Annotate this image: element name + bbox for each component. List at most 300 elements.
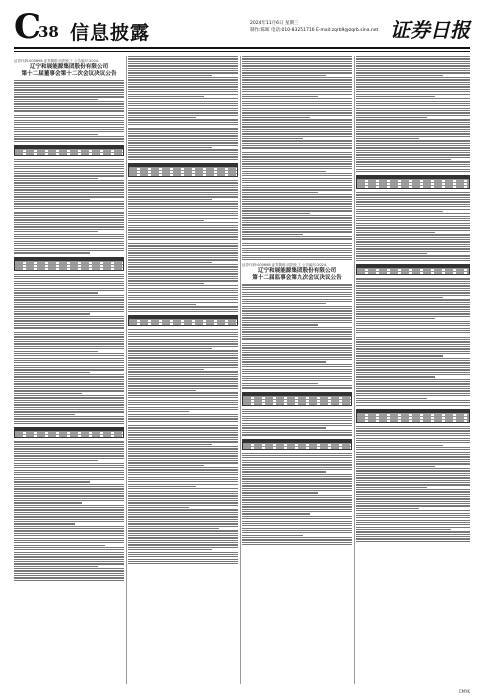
text-line <box>242 56 352 57</box>
text-line <box>14 573 124 574</box>
text-line <box>14 304 124 305</box>
text-line <box>242 485 352 486</box>
text-line <box>128 460 238 461</box>
text-line <box>128 227 238 228</box>
text-line <box>128 432 238 433</box>
text-line <box>356 216 470 217</box>
text-line <box>128 469 238 470</box>
text-line <box>14 441 124 442</box>
table-row <box>15 434 123 437</box>
text-line <box>356 288 470 289</box>
text-line <box>128 203 238 204</box>
text-line <box>14 559 124 560</box>
text-line <box>242 105 352 106</box>
text-line <box>356 321 470 322</box>
text-line <box>128 329 238 330</box>
text-line <box>128 507 189 508</box>
text-line <box>242 352 352 353</box>
text-line <box>242 140 352 141</box>
text-line <box>14 512 124 513</box>
header-meta <box>250 20 378 34</box>
text-line <box>242 492 318 493</box>
text-line <box>356 246 470 247</box>
text-line <box>14 222 124 223</box>
text-line <box>242 101 352 102</box>
text-line <box>242 523 352 524</box>
text-line <box>356 237 470 238</box>
contact-line: 制作:陈晖 电话:010-83251716 E-mail:zqrb9@zqrb.sina.net <box>250 28 379 33</box>
text-line <box>242 322 352 323</box>
text-line <box>242 544 352 545</box>
text-line <box>356 520 470 521</box>
data-table <box>128 315 238 326</box>
text-line <box>356 353 470 354</box>
text-line <box>356 258 470 259</box>
text-line <box>242 357 352 358</box>
text-line <box>14 358 124 359</box>
text-line <box>14 175 124 176</box>
text-line <box>128 509 238 510</box>
text-line <box>128 498 238 499</box>
text-line <box>128 439 238 440</box>
text-line <box>128 75 212 76</box>
text-line <box>356 503 470 504</box>
text-line <box>128 556 238 557</box>
text-line <box>128 559 238 560</box>
text-line <box>242 115 352 116</box>
text-line <box>14 498 124 499</box>
text-line <box>128 552 238 553</box>
text-line <box>14 82 124 83</box>
notice-code-line: 证券代码:000698 证券简称:沈阳化工 公告编号:2024- <box>14 59 100 63</box>
text-line <box>356 381 470 382</box>
notice-company: 辽宁和展能源集团股份有限公司 <box>257 268 337 275</box>
text-line <box>242 310 352 311</box>
text-line <box>242 192 318 193</box>
text-line <box>14 453 124 454</box>
text-line <box>128 311 238 312</box>
text-line <box>128 82 238 83</box>
text-line <box>14 519 124 520</box>
text-line <box>242 77 352 78</box>
text-line <box>356 248 470 249</box>
text-line <box>14 547 124 548</box>
table-row <box>357 271 469 274</box>
text-line <box>242 476 352 477</box>
text-line <box>356 433 470 434</box>
text-line <box>242 478 352 479</box>
column-4 <box>356 56 470 684</box>
text-line <box>242 464 352 465</box>
text-line <box>356 290 470 291</box>
text-line <box>128 493 238 494</box>
text-line <box>356 117 427 118</box>
text-line <box>356 58 470 59</box>
text-line <box>14 201 124 202</box>
text-line <box>128 309 238 310</box>
text-line <box>356 234 470 235</box>
text-line <box>242 513 310 514</box>
text-line <box>356 297 443 298</box>
text-line <box>14 127 124 128</box>
text-line <box>128 465 204 466</box>
text-line <box>128 381 238 382</box>
text-line <box>356 323 470 324</box>
text-line <box>14 110 124 111</box>
text-line <box>128 142 238 143</box>
data-table <box>14 145 124 156</box>
text-line <box>242 481 352 482</box>
text-line <box>356 239 470 240</box>
text-line <box>14 297 124 298</box>
text-line <box>242 96 318 97</box>
text-line <box>242 222 352 223</box>
text-line <box>128 122 238 123</box>
text-line <box>128 56 238 57</box>
text-line <box>14 397 124 398</box>
text-line <box>242 108 352 109</box>
text-line <box>242 147 352 148</box>
text-line <box>128 488 238 489</box>
text-line <box>14 493 124 494</box>
text-line <box>356 393 470 394</box>
text-line <box>242 68 352 69</box>
text-line <box>128 477 238 478</box>
text-line <box>128 206 238 207</box>
text-line <box>242 385 352 386</box>
text-line <box>242 369 352 370</box>
text-line <box>356 435 470 436</box>
text-line <box>14 96 124 97</box>
text-line <box>242 79 352 80</box>
text-line <box>14 309 124 310</box>
text-line <box>356 89 470 90</box>
text-line <box>356 513 470 514</box>
text-line <box>242 213 310 214</box>
text-line <box>14 115 124 116</box>
text-line <box>356 197 470 198</box>
text-line <box>356 501 470 502</box>
text-line <box>356 101 470 102</box>
text-line <box>242 420 352 421</box>
text-line <box>356 199 470 200</box>
text-line <box>128 481 238 482</box>
text-line <box>356 124 470 125</box>
text-line <box>242 84 352 85</box>
text-line <box>356 355 443 356</box>
text-line <box>356 351 470 352</box>
text-line <box>242 287 352 288</box>
text-line <box>128 411 189 412</box>
text-line <box>128 89 238 90</box>
text-line <box>356 281 470 282</box>
text-line <box>14 129 124 130</box>
text-line <box>14 488 124 489</box>
text-line <box>128 549 212 550</box>
text-line <box>356 508 419 509</box>
text-line <box>242 159 352 160</box>
text-line <box>14 552 124 553</box>
data-table <box>14 427 124 438</box>
text-line <box>242 61 352 62</box>
text-line <box>14 495 124 496</box>
text-line <box>356 140 470 141</box>
text-line <box>242 350 352 351</box>
text-line <box>14 124 124 125</box>
text-line <box>14 467 124 468</box>
text-line <box>242 248 352 249</box>
text-line <box>14 530 124 531</box>
text-line <box>128 61 238 62</box>
text-line <box>242 338 352 339</box>
table-row <box>15 267 123 270</box>
text-line <box>128 133 238 134</box>
text-line <box>356 302 470 303</box>
text-line <box>128 362 238 363</box>
text-line <box>356 386 470 387</box>
text-line <box>242 371 352 372</box>
text-line <box>242 234 303 235</box>
text-line <box>14 318 124 319</box>
text-line <box>242 63 352 64</box>
text-line <box>356 126 470 127</box>
text-line <box>356 311 470 312</box>
text-line <box>14 390 124 391</box>
text-line <box>128 248 238 249</box>
text-line <box>242 289 352 290</box>
text-line <box>356 209 470 210</box>
text-line <box>356 480 470 481</box>
text-line <box>242 180 352 181</box>
text-line <box>14 388 124 389</box>
text-line <box>356 105 470 106</box>
text-line <box>128 486 196 487</box>
text-line <box>356 390 470 391</box>
text-line <box>14 451 124 452</box>
text-line <box>356 376 435 377</box>
text-line <box>128 418 238 419</box>
text-line <box>356 522 470 523</box>
text-line <box>356 103 470 104</box>
text-line <box>128 189 238 190</box>
text-line <box>14 334 124 335</box>
text-line <box>356 487 427 488</box>
text-line <box>242 163 352 164</box>
text-line <box>14 395 124 396</box>
text-line <box>14 192 124 193</box>
text-line <box>14 465 124 466</box>
text-line <box>128 521 238 522</box>
text-line <box>14 570 124 571</box>
text-line <box>242 75 326 76</box>
text-line <box>128 138 238 139</box>
text-line <box>14 365 124 366</box>
text-line <box>128 290 238 291</box>
text-line <box>356 304 470 305</box>
text-line <box>356 531 470 532</box>
text-line <box>242 532 352 533</box>
text-line <box>356 241 470 242</box>
text-line <box>14 117 124 118</box>
text-line <box>14 101 124 102</box>
text-line <box>14 416 124 417</box>
text-line <box>14 231 98 232</box>
text-line <box>14 178 98 179</box>
text-line <box>128 306 238 307</box>
text-line <box>14 299 124 300</box>
text-line <box>242 292 352 293</box>
text-line <box>14 311 124 312</box>
text-line <box>14 411 124 412</box>
data-table <box>242 392 352 406</box>
text-line <box>14 196 124 197</box>
text-line <box>14 360 124 361</box>
text-line <box>128 149 238 150</box>
text-line <box>356 112 470 113</box>
text-line <box>356 498 470 499</box>
text-line <box>14 458 124 459</box>
text-line <box>242 432 352 433</box>
text-line <box>128 145 238 146</box>
text-line <box>242 373 352 374</box>
text-line <box>128 430 238 431</box>
text-line <box>356 143 470 144</box>
text-line <box>128 152 238 153</box>
text-line <box>242 58 352 59</box>
text-line <box>14 217 124 218</box>
text-line <box>242 301 352 302</box>
text-line <box>242 98 352 99</box>
text-line <box>242 189 352 190</box>
text-line <box>128 491 238 492</box>
text-line <box>14 281 124 282</box>
text-line <box>14 85 124 86</box>
text-line <box>356 166 470 167</box>
text-line <box>242 434 352 435</box>
text-line <box>356 244 470 245</box>
text-line <box>242 91 352 92</box>
text-line <box>356 438 470 439</box>
text-line <box>242 516 352 517</box>
text-line <box>242 418 352 419</box>
text-line <box>14 274 124 275</box>
text-line <box>14 577 124 578</box>
text-line <box>356 75 443 76</box>
text-line <box>14 238 124 239</box>
text-line <box>128 348 212 349</box>
text-line <box>14 241 124 242</box>
text-line <box>14 166 124 167</box>
text-line <box>242 518 352 519</box>
text-line <box>14 120 124 121</box>
text-line <box>242 331 352 332</box>
text-line <box>242 383 318 384</box>
text-line <box>14 99 98 100</box>
text-line <box>14 479 124 480</box>
text-line <box>356 295 470 296</box>
text-line <box>242 378 352 379</box>
text-line <box>242 227 352 228</box>
text-line <box>356 84 470 85</box>
text-line <box>356 538 470 539</box>
text-line <box>242 173 352 174</box>
text-line <box>128 502 238 503</box>
text-line <box>14 229 124 230</box>
text-line <box>356 463 470 464</box>
text-line <box>356 517 470 518</box>
text-line <box>14 327 124 328</box>
text-line <box>128 63 238 64</box>
text-line <box>356 475 470 476</box>
text-line <box>128 213 238 214</box>
text-line <box>14 540 124 541</box>
text-line <box>356 325 470 326</box>
text-line <box>356 122 470 123</box>
text-line <box>242 185 352 186</box>
text-line <box>356 68 470 69</box>
text-line <box>128 561 238 562</box>
text-line <box>242 206 352 207</box>
text-line <box>242 236 352 237</box>
text-line <box>128 516 238 517</box>
text-line <box>356 534 470 535</box>
text-line <box>128 364 238 365</box>
text-line <box>242 430 352 431</box>
text-line <box>14 367 124 368</box>
text-line <box>242 89 352 90</box>
text-line <box>356 346 470 347</box>
text-line <box>356 169 470 170</box>
text-line <box>356 110 470 111</box>
text-line <box>242 324 318 325</box>
text-line <box>242 361 326 362</box>
text-line <box>128 255 238 256</box>
column-1 <box>14 56 124 684</box>
text-line <box>356 374 470 375</box>
text-line <box>242 117 310 118</box>
text-line <box>356 536 470 537</box>
text-line <box>14 470 124 471</box>
text-line <box>14 219 124 220</box>
text-line <box>128 105 238 106</box>
text-line <box>356 232 435 233</box>
text-line <box>14 189 124 190</box>
text-line <box>14 372 90 373</box>
text-line <box>356 283 470 284</box>
text-line <box>128 79 238 80</box>
text-line <box>128 77 238 78</box>
text-line <box>242 161 352 162</box>
text-line <box>128 540 238 541</box>
text-line <box>128 159 238 160</box>
text-line <box>14 418 124 419</box>
page-mark: CMYK <box>458 689 470 694</box>
text-line <box>128 407 238 408</box>
text-line <box>356 77 470 78</box>
text-line <box>242 259 352 260</box>
text-line <box>242 152 352 153</box>
text-line <box>128 229 238 230</box>
text-line <box>242 217 352 218</box>
text-line <box>356 470 470 471</box>
column-3 <box>242 56 352 684</box>
text-line <box>128 110 238 111</box>
text-line <box>242 224 352 225</box>
text-line <box>356 206 470 207</box>
text-line <box>356 230 470 231</box>
text-line <box>14 554 124 555</box>
text-line <box>128 131 238 132</box>
